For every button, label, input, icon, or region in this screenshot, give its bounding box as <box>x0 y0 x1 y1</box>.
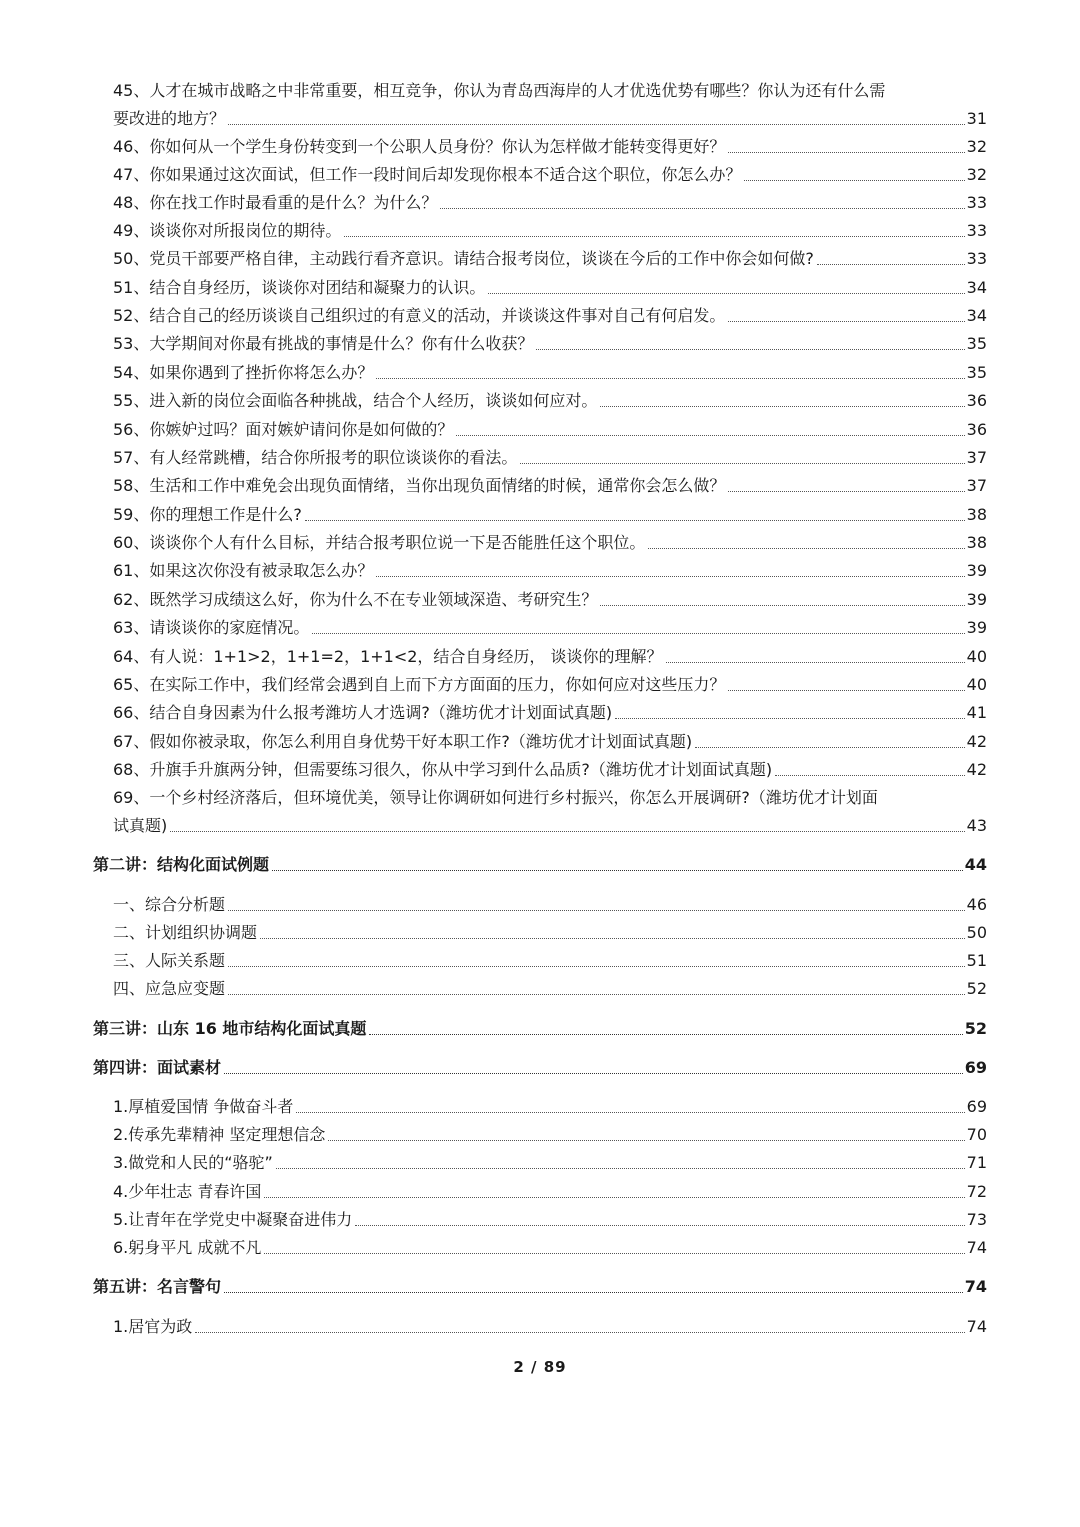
toc-item-text: 46、你如何从一个学生身份转变到一个公职人员身份？你认为怎样做才能转变得更好？ <box>113 137 726 156</box>
leader-dots <box>228 994 965 995</box>
toc-section-4-2[interactable] <box>0 1121 1080 1149</box>
toc-item-text: 62、既然学习成绩这么好，你为什么不在专业领域深造、考研究生？ <box>113 590 598 609</box>
toc-item-text: 6.躬身平凡 成就不凡 <box>113 1238 262 1257</box>
leader-dots <box>817 264 965 265</box>
leader-dots <box>369 1034 962 1035</box>
toc-item-text: 65、在实际工作中，我们经常会遇到自上而下方方面面的压力，你如何应对这些压力？ <box>113 675 726 694</box>
toc-chapter-3[interactable] <box>0 1015 1080 1043</box>
leader-dots <box>170 831 964 832</box>
toc-item-69-line1[interactable]: 69、一个乡村经济落后，但环境优美，领导让你调研如何进行乡村振兴，你怎么开展调研?（潍坊优才计划面 <box>113 788 878 807</box>
toc-page-number: 73 <box>966 1210 987 1229</box>
toc-section-4-1[interactable] <box>0 1093 1080 1121</box>
toc-page-number: 52 <box>964 1019 987 1038</box>
toc-chapter-title: 第四讲：面试素材 <box>93 1058 222 1077</box>
leader-dots <box>600 406 964 407</box>
toc-page-number: 52 <box>966 979 987 998</box>
toc-item-49[interactable] <box>0 217 1080 245</box>
leader-dots <box>520 463 964 464</box>
leader-dots <box>276 1168 965 1169</box>
toc-page-number: 36 <box>966 420 987 439</box>
toc-item-51[interactable] <box>0 274 1080 302</box>
toc-page-number: 42 <box>966 732 987 751</box>
toc-item-text: 63、请谈谈你的家庭情况。 <box>113 618 310 637</box>
leader-dots <box>344 236 964 237</box>
toc-item-text: 3.做党和人民的“骆驼” <box>113 1153 273 1172</box>
toc-item-text: 53、大学期间对你最有挑战的事情是什么？你有什么收获？ <box>113 334 534 353</box>
leader-dots <box>296 1112 964 1113</box>
toc-page-number: 69 <box>966 1097 987 1116</box>
toc-item-48[interactable] <box>0 189 1080 217</box>
toc-page-number: 36 <box>966 391 987 410</box>
toc-page-number: 35 <box>966 334 987 353</box>
leader-dots <box>328 1140 964 1141</box>
leader-dots <box>228 124 965 125</box>
toc-item-text: 二、计划组织协调题 <box>113 923 258 942</box>
toc-item-57[interactable] <box>0 444 1080 472</box>
toc-item-text: 67、假如你被录取，你怎么利用自身优势干好本职工作?（潍坊优才计划面试真题) <box>113 732 693 751</box>
toc-chapter-5[interactable] <box>0 1273 1080 1301</box>
toc-item-66[interactable] <box>0 699 1080 727</box>
toc-item-text: 1.厚植爱国情 争做奋斗者 <box>113 1097 294 1116</box>
toc-section-2-4[interactable] <box>0 975 1080 1003</box>
toc-item-46[interactable] <box>0 133 1080 161</box>
toc-page-number: 31 <box>966 109 987 128</box>
toc-item-69[interactable] <box>0 812 1080 840</box>
leader-dots <box>775 775 965 776</box>
leader-dots <box>728 152 964 153</box>
toc-page-number: 71 <box>966 1153 987 1172</box>
toc-section-2-2[interactable] <box>0 919 1080 947</box>
toc-page-number: 33 <box>966 249 987 268</box>
toc-item-56[interactable] <box>0 416 1080 444</box>
toc-page-number: 70 <box>966 1125 987 1144</box>
toc-item-text: 52、结合自己的经历谈谈自己组织过的有意义的活动，并谈谈这件事对自己有何启发。 <box>113 306 726 325</box>
toc-item-text: 48、你在找工作时最看重的是什么？为什么？ <box>113 193 438 212</box>
leader-dots <box>744 180 964 181</box>
leader-dots <box>666 662 965 663</box>
toc-section-4-3[interactable] <box>0 1149 1080 1177</box>
toc-item-text: 5.让青年在学党史中凝聚奋进伟力 <box>113 1210 353 1229</box>
toc-item-text: 4.少年壮志 青春许国 <box>113 1182 262 1201</box>
leader-dots <box>224 1292 963 1293</box>
toc-page-number: 38 <box>966 533 987 552</box>
toc-item-45-line1[interactable]: 45、人才在城市战略之中非常重要，相互竞争，你认为青岛西海岸的人才优选优势有哪些？你认为还有什么需 <box>113 81 886 100</box>
toc-item-text: 60、谈谈你个人有什么目标，并结合报考职位说一下是否能胜任这个职位。 <box>113 533 646 552</box>
toc-item-text: 61、如果这次你没有被录取怎么办？ <box>113 561 374 580</box>
leader-dots <box>305 520 965 521</box>
toc-chapter-title: 第五讲：名言警句 <box>93 1277 222 1296</box>
toc-page-number: 37 <box>966 448 987 467</box>
toc-item-53[interactable] <box>0 330 1080 358</box>
leader-dots <box>376 576 964 577</box>
toc-item-63[interactable] <box>0 614 1080 642</box>
leader-dots <box>272 870 963 871</box>
toc-page-number: 40 <box>966 675 987 694</box>
toc-item-52[interactable] <box>0 302 1080 330</box>
toc-item-text: 1.居官为政 <box>113 1317 193 1336</box>
toc-page-number: 32 <box>966 137 987 156</box>
toc-item-58[interactable] <box>0 472 1080 500</box>
toc-page-number: 35 <box>966 363 987 382</box>
toc-item-text: 49、谈谈你对所报岗位的期待。 <box>113 221 342 240</box>
leader-dots <box>488 293 964 294</box>
leader-dots <box>536 349 964 350</box>
toc-section-4-6[interactable] <box>0 1234 1080 1262</box>
toc-page-number: 38 <box>966 505 987 524</box>
toc-page-number: 41 <box>966 703 987 722</box>
toc-item-text: 三、人际关系题 <box>113 951 226 970</box>
leader-dots <box>312 633 964 634</box>
toc-page-number: 43 <box>966 816 987 835</box>
leader-dots <box>376 378 964 379</box>
toc-page-number: 39 <box>966 561 987 580</box>
toc-item-61[interactable] <box>0 557 1080 585</box>
leader-dots <box>695 747 965 748</box>
toc-item-text: 四、应急应变题 <box>113 979 226 998</box>
toc-page-number: 39 <box>966 618 987 637</box>
toc-section-5-1[interactable] <box>0 1313 1080 1341</box>
toc-chapter-title: 第二讲：结构化面试例题 <box>93 855 270 874</box>
toc-page-number: 74 <box>966 1317 987 1336</box>
toc-page-number: 44 <box>964 855 987 874</box>
toc-chapter-4[interactable] <box>0 1054 1080 1082</box>
leader-dots <box>260 938 965 939</box>
toc-item-text: 54、如果你遇到了挫折你将怎么办？ <box>113 363 374 382</box>
leader-dots <box>728 321 964 322</box>
leader-dots <box>456 435 964 436</box>
toc-item-47[interactable] <box>0 161 1080 189</box>
toc-item-55[interactable] <box>0 387 1080 415</box>
toc-page-number: 34 <box>966 278 987 297</box>
toc-chapter-title: 第三讲：山东 16 地市结构化面试真题 <box>93 1019 367 1038</box>
toc-page-number: 40 <box>966 647 987 666</box>
toc-item-text: 2.传承先辈精神 坚定理想信念 <box>113 1125 326 1144</box>
toc-item-text: 55、进入新的岗位会面临各种挑战，结合个人经历，谈谈如何应对。 <box>113 391 598 410</box>
toc-page-number: 74 <box>966 1238 987 1257</box>
toc-item-65[interactable] <box>0 671 1080 699</box>
leader-dots <box>648 548 964 549</box>
leader-dots <box>440 208 964 209</box>
toc-section-2-1[interactable] <box>0 891 1080 919</box>
toc-item-text: 66、结合自身因素为什么报考潍坊人才选调?（潍坊优才计划面试真题) <box>113 703 613 722</box>
leader-dots <box>615 718 965 719</box>
toc-item-62[interactable] <box>0 586 1080 614</box>
toc-item-45[interactable] <box>0 105 1080 133</box>
leader-dots <box>195 1332 964 1333</box>
toc-page-number: 42 <box>966 760 987 779</box>
leader-dots <box>728 491 964 492</box>
leader-dots <box>355 1225 964 1226</box>
toc-item-text: 59、你的理想工作是什么? <box>113 505 302 524</box>
toc-item-text: 68、升旗手升旗两分钟，但需要练习很久，你从中学习到什么品质?（潍坊优才计划面试真题) <box>113 760 773 779</box>
toc-item-text: 51、结合自身经历，谈谈你对团结和凝聚力的认识。 <box>113 278 486 297</box>
toc-item-text: 50、党员干部要严格自律，主动践行看齐意识。请结合报考岗位，谈谈在今后的工作中你会如何做? <box>113 249 814 268</box>
leader-dots <box>264 1197 964 1198</box>
toc-page-number: 33 <box>966 193 987 212</box>
toc-section-4-4[interactable] <box>0 1178 1080 1206</box>
toc-item-text: 64、有人说：1+1>2，1+1=2，1+1<2，结合自身经历， 谈谈你的理解？ <box>113 647 663 666</box>
leader-dots <box>228 910 965 911</box>
toc-section-4-5[interactable] <box>0 1206 1080 1234</box>
toc-item-text: 一、综合分析题 <box>113 895 226 914</box>
leader-dots <box>228 966 965 967</box>
toc-item-text: 57、有人经常跳槽，结合你所报考的职位谈谈你的看法。 <box>113 448 518 467</box>
toc-page-number: 74 <box>964 1277 987 1296</box>
toc-page-number: 69 <box>964 1058 987 1077</box>
leader-dots <box>728 690 964 691</box>
toc-section-2-3[interactable] <box>0 947 1080 975</box>
toc-item-67[interactable] <box>0 728 1080 756</box>
toc-page-number: 33 <box>966 221 987 240</box>
toc-item-60[interactable] <box>0 529 1080 557</box>
toc-item-text: 试真题) <box>113 816 168 835</box>
toc-item-54[interactable] <box>0 359 1080 387</box>
leader-dots <box>600 605 964 606</box>
leader-dots <box>264 1253 964 1254</box>
toc-item-text: 要改进的地方？ <box>113 109 226 128</box>
toc-item-text: 58、生活和工作中难免会出现负面情绪，当你出现负面情绪的时候，通常你会怎么做？ <box>113 476 726 495</box>
toc-item-50[interactable] <box>0 245 1080 273</box>
toc-item-text: 56、你嫉妒过吗？面对嫉妒请问你是如何做的？ <box>113 420 454 439</box>
toc-page-number: 32 <box>966 165 987 184</box>
toc-page-number: 50 <box>966 923 987 942</box>
toc-page-number: 72 <box>966 1182 987 1201</box>
toc-item-text: 47、你如果通过这次面试，但工作一段时间后却发现你根本不适合这个职位，你怎么办？ <box>113 165 742 184</box>
toc-page-number: 51 <box>966 951 987 970</box>
toc-item-59[interactable] <box>0 501 1080 529</box>
toc-page-number: 39 <box>966 590 987 609</box>
toc-page-number: 34 <box>966 306 987 325</box>
toc-item-64[interactable] <box>0 643 1080 671</box>
toc-chapter-2[interactable] <box>0 851 1080 879</box>
toc-item-68[interactable] <box>0 756 1080 784</box>
leader-dots <box>224 1073 963 1074</box>
toc-page-number: 37 <box>966 476 987 495</box>
toc-page-number: 46 <box>966 895 987 914</box>
page-indicator: 2 / 89 <box>513 1358 567 1376</box>
